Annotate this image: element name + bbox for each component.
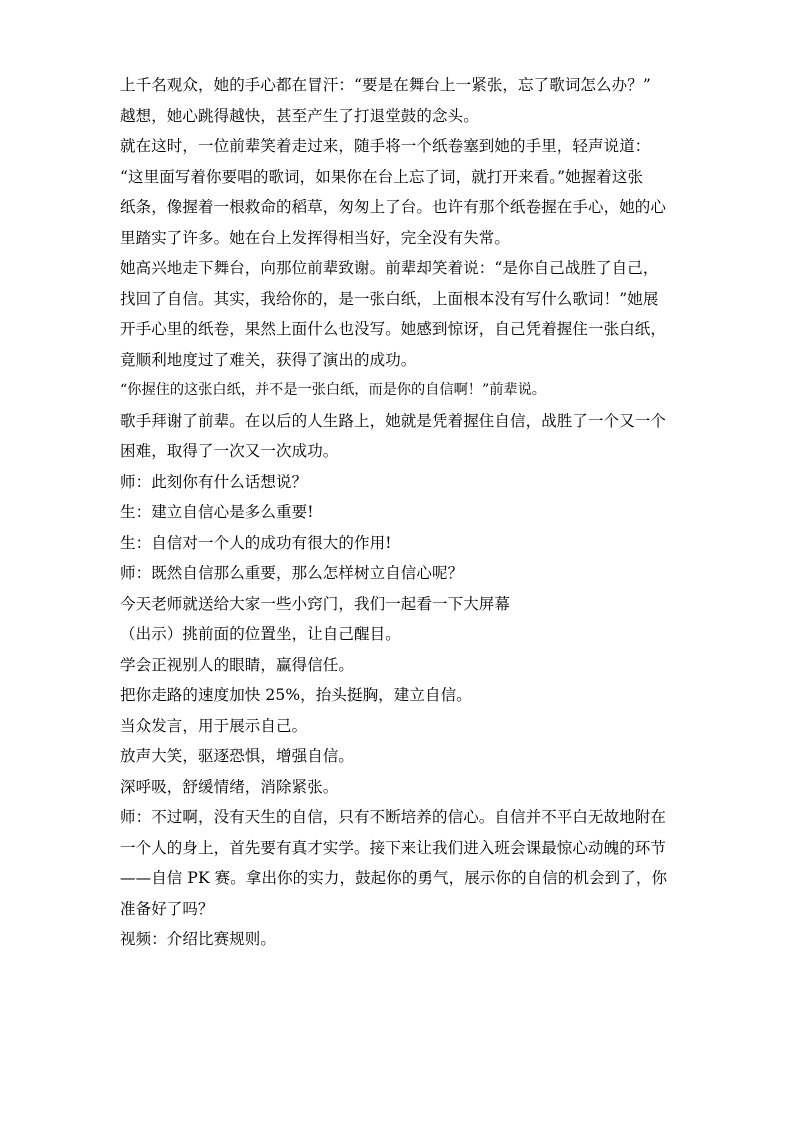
text-line: 越想，她心跳得越快，甚至产生了打退堂鼓的念头。 (120, 106, 479, 125)
text-line: 准备好了吗？ (120, 899, 214, 918)
text-line: 开手心里的纸卷，果然上面什么也没写。她感到惊讶，自己凭着握住一张白纸， (120, 320, 667, 338)
text-line: 找回了自信。其实，我给你的，是一张白纸，上面根本没有写什么歌词！”她展 (120, 289, 659, 308)
text-line: “你握住的这张白纸，并不是一张白纸，而是你的自信啊！”前辈说。 (120, 382, 546, 398)
text-line: 师：既然自信那么重要，那么怎样树立自信心呢？ (120, 564, 464, 582)
text-line: 她高兴地走下舞台，向那位前辈致谢。前辈却笑着说：“是你自己战胜了自己， (120, 259, 659, 277)
text-line: （出示）挑前面的位置坐，让自己醒目。 (120, 625, 401, 643)
text-line: 一个人的身上，首先要有真才实学。接下来让我们进入班会课最惊心动魄的环节 (120, 838, 667, 857)
text-line: 放声大笑，驱逐恐惧，增强自信。 (120, 747, 355, 765)
text-line: 歌手拜谢了前辈。在以后的人生路上，她就是凭着握住自信，战胜了一个又一个 (120, 411, 667, 430)
text-line: ——自信 PK 赛。拿出你的实力，鼓起你的勇气，展示你的自信的机会到了，你 (120, 869, 668, 887)
text-line: 里踏实了许多。她在台上发挥得相当好，完全没有失常。 (120, 228, 511, 247)
text-line: 学会正视别人的眼睛，赢得信任。 (120, 655, 355, 674)
text-line: 困难，取得了一次又一次成功。 (120, 442, 339, 460)
text-line: 就在这时，一位前辈笑着走过来，随手将一个纸卷塞到她的手里，轻声说道： (120, 137, 651, 155)
text-line: 视频：介绍比赛规则。 (120, 930, 277, 948)
text-line: 上千名观众，她的手心都在冒汗：“要是在舞台上一紧张，忘了歌词怎么办？” (120, 76, 651, 94)
text-line: 深呼吸，舒缓情绪，消除紧张。 (120, 777, 339, 796)
text-line: 当众发言，用于展示自己。 (120, 716, 308, 735)
text-line: 师：不过啊，没有天生的自信，只有不断培养的信心。自信并不平白无故地附在 (120, 808, 667, 826)
text-line: 生：建立自信心是多么重要! (120, 503, 314, 521)
document-body (120, 70, 680, 955)
text-line: 师：此刻你有什么话想说？ (120, 472, 308, 491)
text-line: “这里面写着你要唱的歌词，如果你在台上忘了词，就打开来看。”她握着这张 (120, 167, 644, 186)
text-line: 纸条，像握着一根救命的稻草，匆匆上了台。也许有那个纸卷握在手心，她的心 (120, 198, 667, 216)
text-line: 竟顺利地度过了难关，获得了演出的成功。 (120, 350, 417, 369)
text-line: 今天老师就送给大家一些小窍门，我们一起看一下大屏幕 (120, 594, 511, 613)
text-line: 把你走路的速度加快 25%，抬头挺胸，建立自信。 (120, 686, 472, 704)
text-line: 生：自信对一个人的成功有很大的作用! (120, 533, 392, 552)
